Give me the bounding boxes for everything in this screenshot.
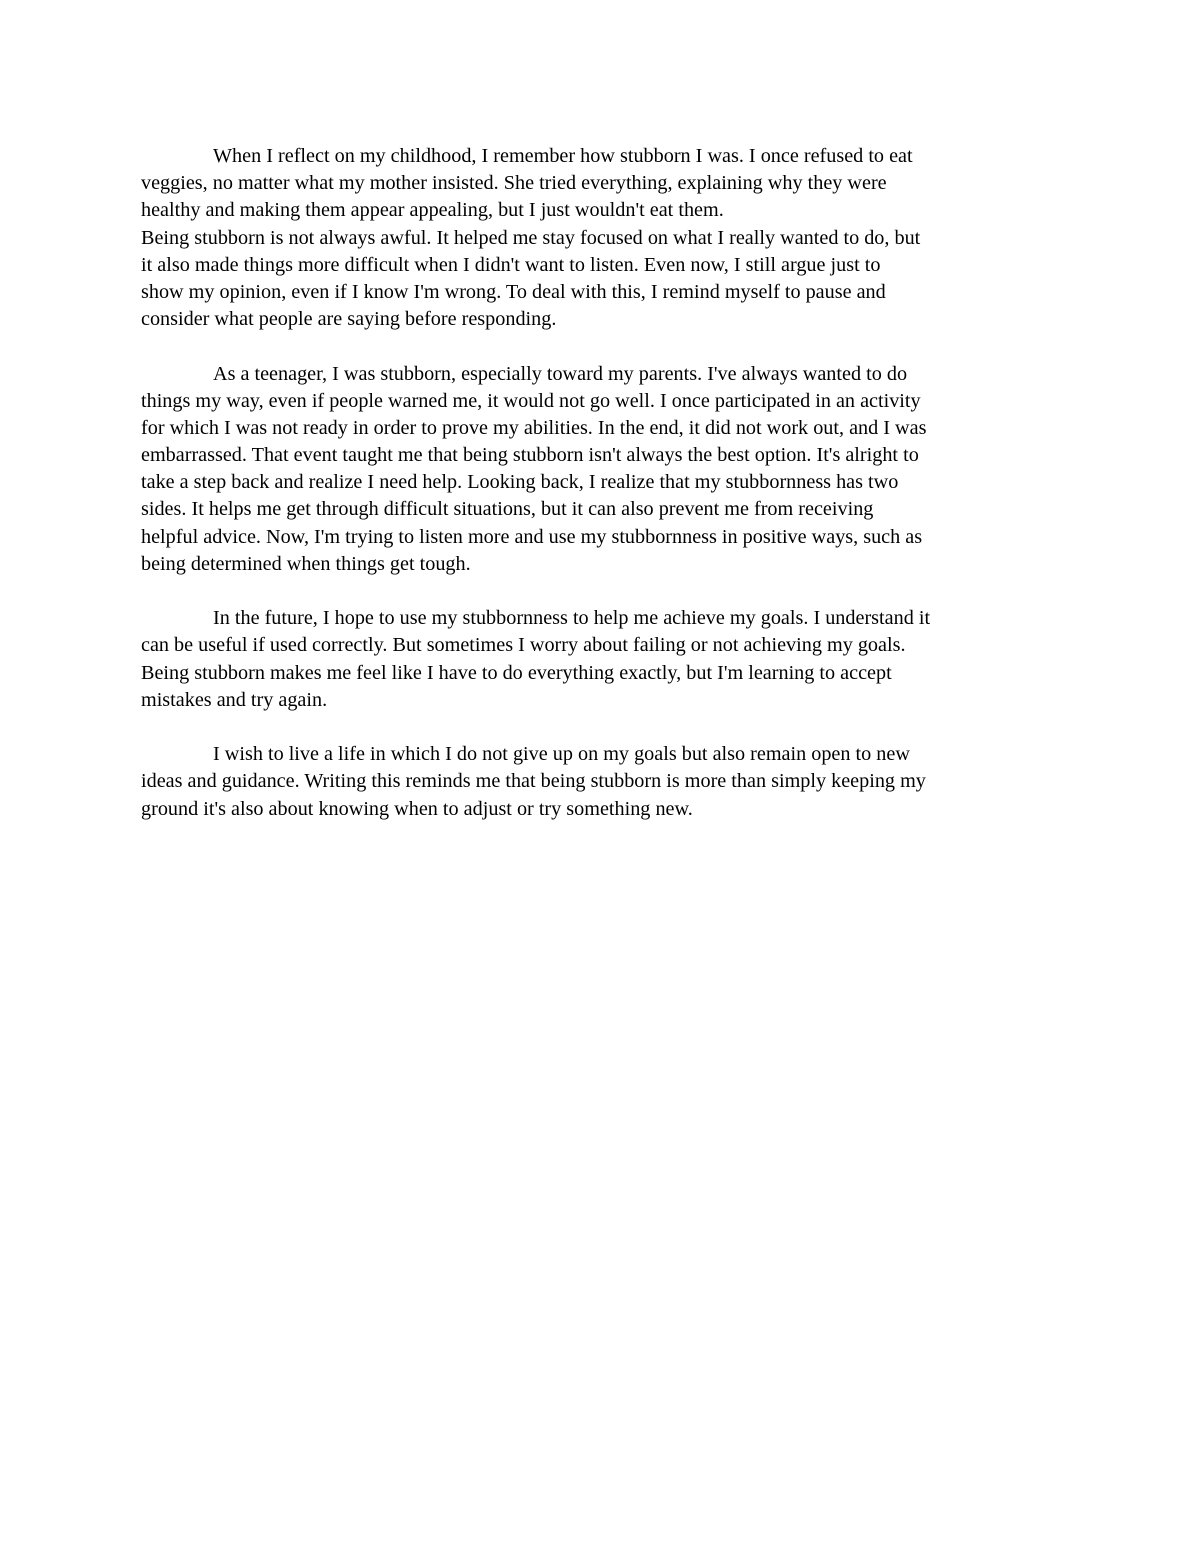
paragraph-line: show my opinion, even if I know I'm wrong. To deal with this, I remind myself to pause and [141,280,886,303]
paragraph-childhood [141,143,1061,225]
paragraph-spacer [141,333,1061,360]
paragraph-line: helpful advice. Now, I'm trying to listen more and use my stubbornness in positive ways, such as [141,525,923,548]
paragraph-future [141,605,1061,714]
paragraph-teenager [141,361,1061,579]
paragraph-line: sides. It helps me get through difficult situations, but it can also prevent me from receiving [141,498,874,521]
document-body [141,143,1061,823]
paragraph-line: take a step back and realize I need help. Looking back, I realize that my stubbornness has two [141,471,899,494]
paragraph-line: it also made things more difficult when I didn't want to listen. Even now, I still argue just to [141,253,881,276]
paragraph-line: consider what people are saying before responding. [141,308,557,331]
paragraph-wish [141,741,1061,823]
paragraph-line: Being stubborn makes me feel like I have to do everything exactly, but I'm learning to accept [141,661,892,684]
paragraph-line: In the future, I hope to use my stubbornness to help me achieve my goals. I understand it [213,607,931,630]
paragraph-line: veggies, no matter what my mother insisted. She tried everything, explaining why they were [141,172,887,195]
paragraph-line: healthy and making them appear appealing, but I just wouldn't eat them. [141,199,724,222]
paragraph-stubborn-not-awful [141,225,1061,334]
paragraph-line: being determined when things get tough. [141,552,471,575]
paragraph-line: can be useful if used correctly. But sometimes I worry about failing or not achieving my goals. [141,634,906,657]
paragraph-line: for which I was not ready in order to prove my abilities. In the end, it did not work out, and I was [141,416,927,439]
paragraph-spacer [141,714,1061,741]
paragraph-line: embarrassed. That event taught me that being stubborn isn't always the best option. It's alright to [141,444,919,467]
paragraph-line: When I reflect on my childhood, I remember how stubborn I was. I once refused to eat [213,145,913,167]
paragraph-spacer [141,578,1061,605]
paragraph-line: things my way, even if people warned me, it would not go well. I once participated in an activity [141,389,921,412]
paragraph-line: mistakes and try again. [141,688,328,711]
paragraph-line: ideas and guidance. Writing this reminds me that being stubborn is more than simply keeping my [141,770,926,793]
paragraph-line: As a teenager, I was stubborn, especially toward my parents. I've always wanted to do [213,362,908,385]
paragraph-line: ground it's also about knowing when to adjust or try something new. [141,797,693,820]
paragraph-line: I wish to live a life in which I do not give up on my goals but also remain open to new [213,743,910,766]
paragraph-line: Being stubborn is not always awful. It helped me stay focused on what I really wanted to do, but [141,226,921,249]
